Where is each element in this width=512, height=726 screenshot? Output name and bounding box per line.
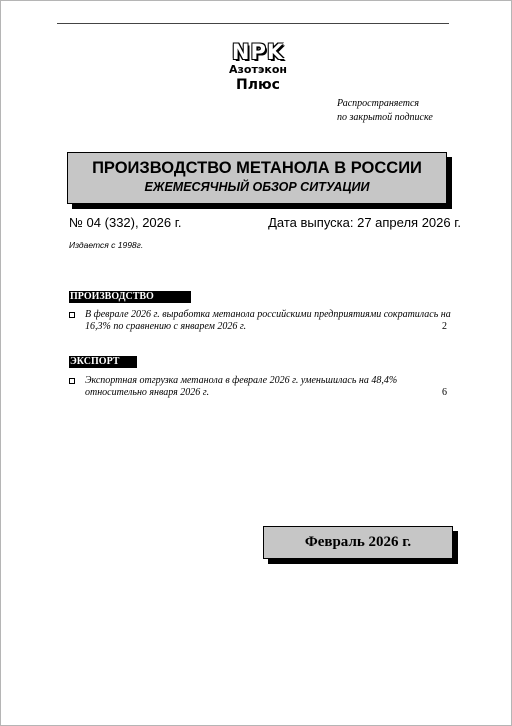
bullet-text: В феврале 2026 г. выработка метанола российскими предприятиями сократилась на 16,3% по сравнению с январем 2026 г. <box>85 309 451 332</box>
checkbox-bullet-icon <box>69 378 75 384</box>
bullet-text: Экспортная отгрузка метанола в феврале 2026 г. уменьшилась на 48,4% относительно января 2026 г. <box>85 375 398 398</box>
list-item <box>69 309 451 333</box>
period-box: Февраль 2026 г. <box>263 526 453 559</box>
title-main: ПРОИЗВОДСТВО МЕТАНОЛА В РОССИИ <box>92 159 422 177</box>
page-number: 6 <box>442 387 447 398</box>
title-subtitle: ЕЖЕМЕСЯЧНЫЙ ОБЗОР СИТУАЦИИ <box>144 180 370 194</box>
distribution-line-1: Распространяется <box>337 98 420 109</box>
logo-npk: NPK <box>231 40 285 64</box>
section-heading-export: ЭКСПОРТ <box>69 356 137 368</box>
issue-row <box>69 215 461 230</box>
page-number: 2 <box>442 321 447 332</box>
list-item <box>69 375 451 399</box>
title-box <box>67 152 447 204</box>
top-rule <box>57 23 449 24</box>
logo-plus: Плюс <box>236 77 280 93</box>
distribution-note <box>337 97 467 125</box>
logo <box>213 41 303 103</box>
issue-number: № 04 (332), 2026 г. <box>69 215 182 230</box>
checkbox-bullet-icon <box>69 312 75 318</box>
logo-azotekon: Азотэкон <box>229 63 287 76</box>
release-date: Дата выпуска: 27 апреля 2026 г. <box>268 215 461 230</box>
section-heading-production: ПРОИЗВОДСТВО <box>69 291 191 303</box>
distribution-line-2: по закрытой подписке <box>337 112 433 123</box>
published-since: Издается с 1998г. <box>69 240 144 250</box>
